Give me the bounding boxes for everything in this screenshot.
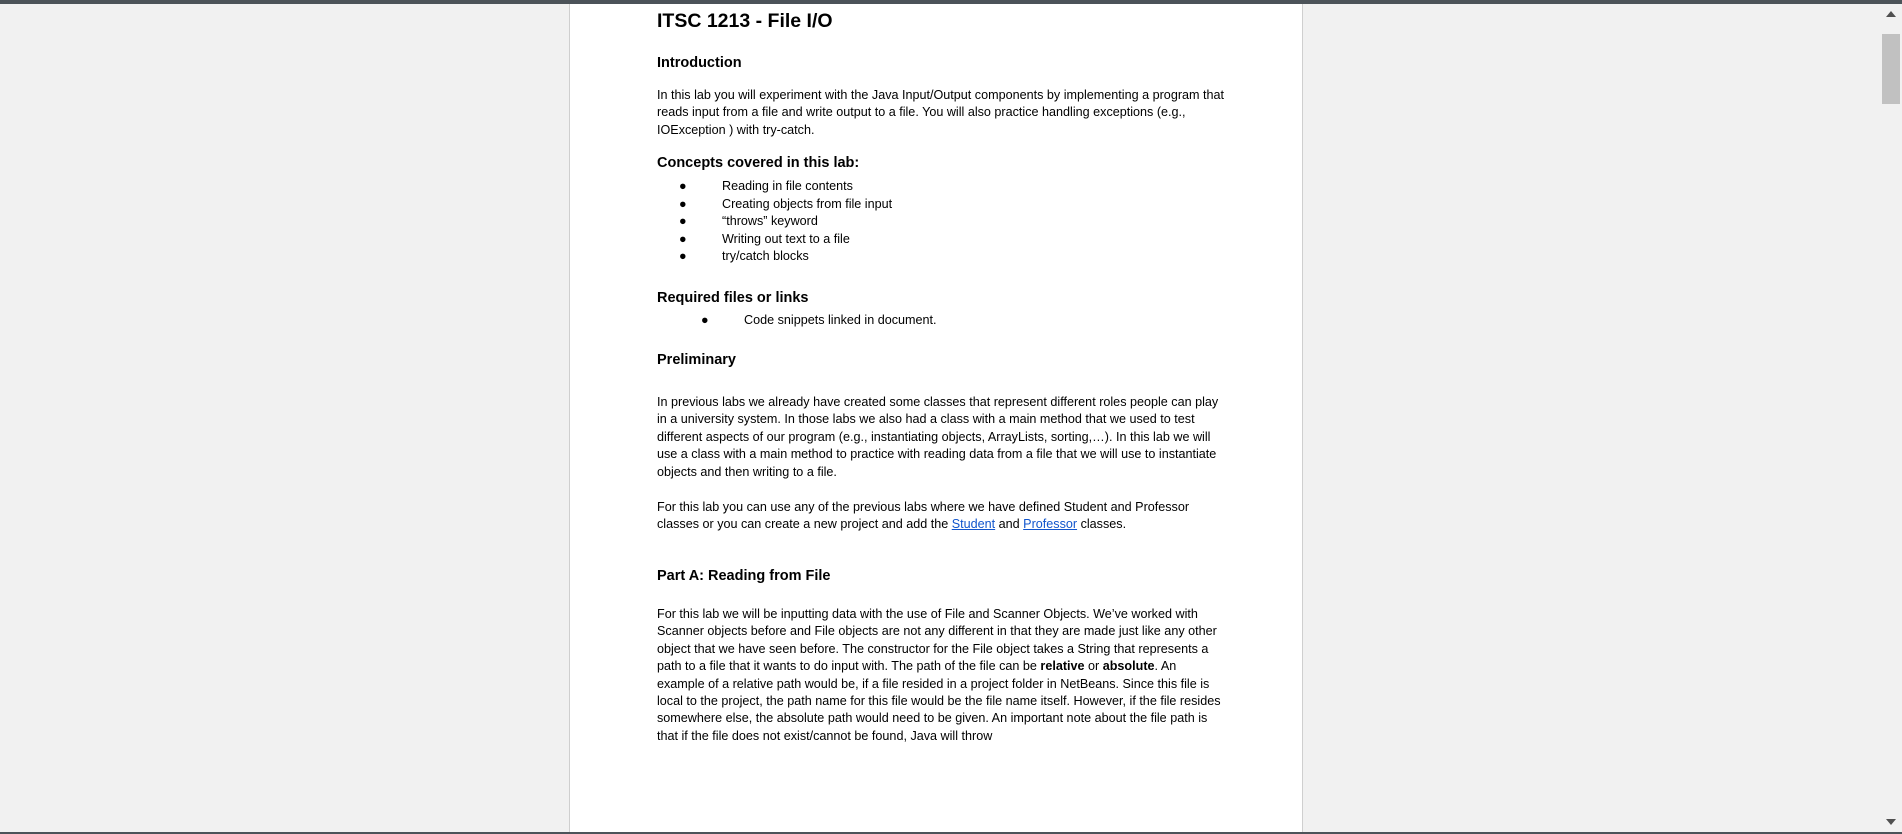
student-link[interactable]: Student [951,517,996,532]
concepts-heading: Concepts covered in this lab: [657,155,860,171]
preliminary-paragraph-1: In previous labs we already have created some classes that represent different roles people can play in a university system. In those labs we also had a class with a main method that we used to test different aspects of our program (e.g., instantiating objects, ArrayLists, sorting,…). In this lab we will use a class with a main method to practice with reading data from a file that we will use to instantiate objects and then writing to a file. [657,395,1219,479]
bullet-icon: ● [679,249,687,264]
part-a-heading: Part A: Reading from File [657,568,831,584]
preliminary-heading: Preliminary [657,352,736,368]
list-item: ● Code snippets linked in document. [701,312,937,330]
preliminary-paragraph-2: For this lab you can use any of the previous labs where we have defined Student and Professor classes or you can create a new project and add the Student and Professor classes. [657,500,1190,532]
bullet-icon: ● [679,214,687,229]
bullet-icon: ● [679,179,687,193]
scrollbar-thumb[interactable] [1882,34,1900,104]
bullet-icon: ● [701,313,709,327]
list-item: ● try/catch blocks [679,248,892,266]
required-files-heading: Required files or links [657,290,809,306]
bullet-icon: ● [679,231,687,246]
scroll-down-button[interactable] [1880,812,1902,832]
triangle-down-icon [1886,819,1896,825]
concepts-list [679,178,892,266]
list-item: ● Creating objects from file input [679,196,892,214]
required-files-list [701,312,937,330]
triangle-up-icon [1886,11,1896,17]
scroll-up-button[interactable] [1880,4,1902,24]
introduction-paragraph: In this lab you will experiment with the Java Input/Output components by implementing a program that reads input from a file and write output to a file. You will also practice handling exceptions (e.g., IOException ) with try-catch. [657,88,1225,137]
bullet-icon: ● [679,196,687,211]
page-title: ITSC 1213 - File I/O [657,10,833,32]
list-item: ● “throws” keyword [679,213,892,231]
list-item: ● Reading in file contents [679,178,892,196]
document-page [569,4,1303,834]
vertical-scrollbar[interactable] [1880,4,1902,832]
professor-link[interactable]: Professor [1023,517,1078,532]
part-a-paragraph: For this lab we will be inputting data with the use of File and Scanner Objects. We’ve worked with Scanner objects before and File objects are not any different in that they are made just like any other object that we have seen before. The constructor for the File object takes a String that represents a path to a file that it wants to do input with. The path of the file can be relative or absolute. An example of a relative path would be, if a file resided in a project folder in NetBeans. Since this file is local to the project, the path name for this file would be the file name itself. However, if the file resides somewhere else, the absolute path would need to be given. An important note about the file path is that if the file does not exist/cannot be found, Java will throw [657,607,1221,743]
list-item: ● Writing out text to a file [679,231,892,249]
introduction-heading: Introduction [657,55,742,71]
